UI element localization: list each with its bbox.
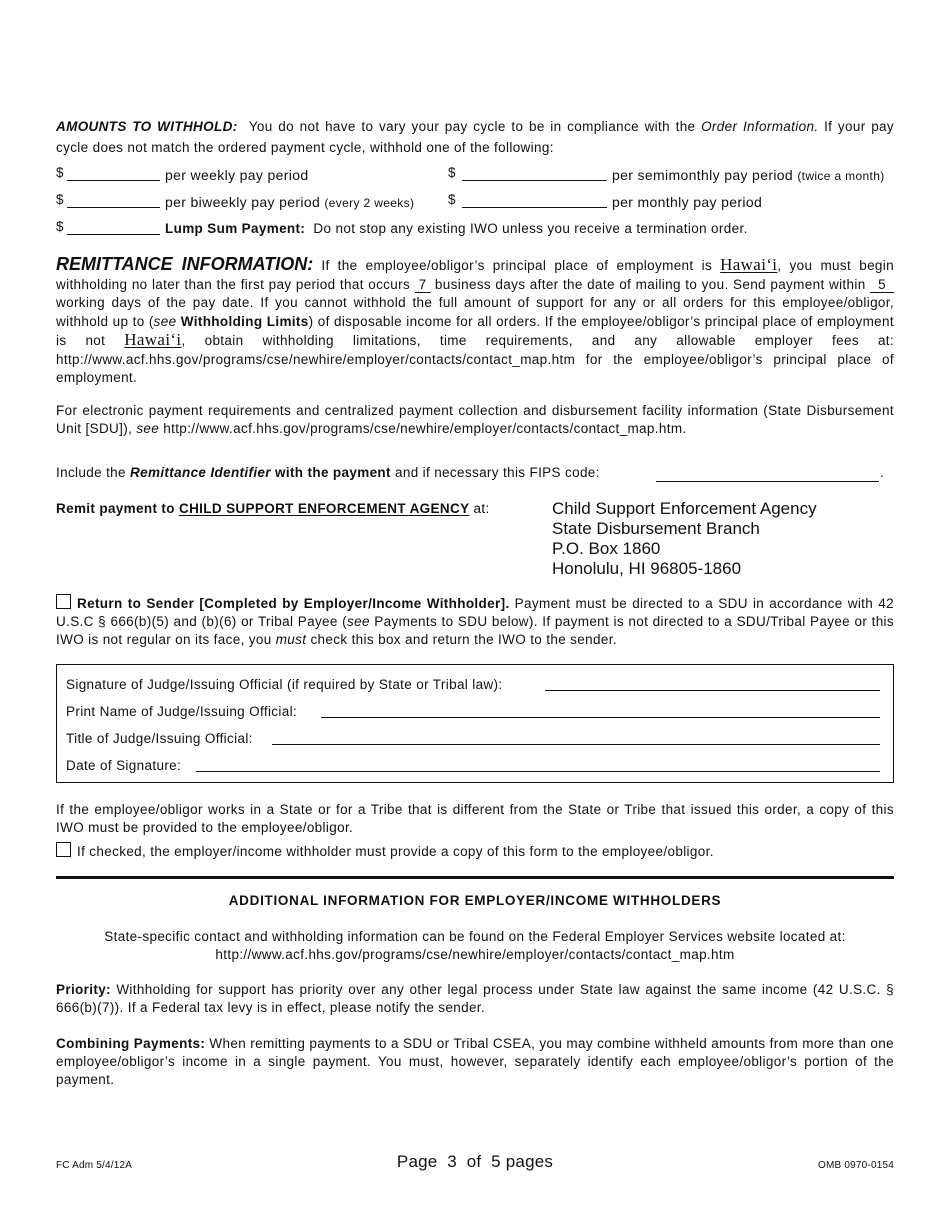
return-to-sender-paragraph: Return to Sender [Completed by Employer/Income Withholder]. Payment must be directed to a SDU in accordance with 42 U.S.C § 666(b)(5) and (b)(6) or Tribal Payee (see Payments to SDU below). If payment is not directed to a SDU/Tribal Payee or this IWO is not regular on its face, you must check this box and return the IWO to the sender. [56,596,894,647]
date-label: Date of Signature: [66,758,182,773]
remit-address: Child Support Enforcement Agency State Disbursement Branch P.O. Box 1860 Honolulu, HI 96805-1860 [552,499,817,578]
omb-number: OMB 0970-0154 [818,1160,894,1171]
agency-name: CHILD SUPPORT ENFORCEMENT AGENCY [178,501,470,516]
weekly-label: per weekly pay period [165,167,309,183]
semimonthly-label: per semimonthly pay period (twice a month) [612,167,885,183]
begin-days-field: 7 [415,278,431,293]
state-specific-info: State-specific contact and withholding information can be found on the Federal Employer Services website located at: http://www.acf.hhs.gov/programs/cse/newhire/employer/contacts/contact_map.htm [104,929,846,962]
copy-checkbox[interactable] [56,842,71,857]
monthly-label: per monthly pay period [612,194,763,210]
remittance-paragraph: REMITTANCE INFORMATION: If the employee/obligor’s principal place of employment is Hawai‘i, you must begin withholding no later than the first pay period that occurs 7 business days after the date of mailing to you. Send payment within 5 working days of the pay date. If you cannot withhold the full amount of support for any or all orders for this employee/obligor, withhold up to (see Withholding Limits) of disposable income for all orders. If the employee/obligor’s principal place of employment is not Hawai‘i, obtain withholding limitations, time requirements, and any allowable employer fees at: http://www.acf.hhs.gov/programs/cse/newhire/employer/contacts/contact_map.htm for the employee/obligor’s principal place of employment. [56,254,895,385]
lump-sum-amount-field[interactable] [67,220,160,235]
amounts-paragraph: AMOUNTS TO WITHHOLD: You do not have to vary your pay cycle to be in compliance with the Order Information. If your pay cycle does not match the ordered payment cycle, withhold one of the following: [56,119,895,155]
monthly-amount-field[interactable] [462,193,607,208]
fips-code-field[interactable] [656,467,879,482]
title-field[interactable] [272,744,880,745]
signature-field[interactable] [545,690,880,691]
form-id: FC Adm 5/4/12A [56,1160,133,1171]
print-name-label: Print Name of Judge/Issuing Official: [66,704,298,719]
return-to-sender-checkbox[interactable] [56,594,71,609]
title-label: Title of Judge/Issuing Official: [66,731,253,746]
weekly-amount-field[interactable] [67,166,160,181]
copy-requirement-text: If the employee/obligor works in a State or for a Tribe that is different from the State or Tribe that issued this order, a copy of this IWO must be provided to the employee/obligor. [56,802,894,835]
semimonthly-amount-field[interactable] [462,166,607,181]
biweekly-label: per biweekly pay period (every 2 weeks) [165,194,415,210]
amounts-heading: AMOUNTS TO WITHHOLD: [56,119,238,134]
lump-sum-label: Lump Sum Payment: Do not stop any existing IWO unless you receive a termination order. [165,221,748,236]
section-divider [56,876,894,879]
print-name-field[interactable] [321,717,880,718]
electronic-payment-paragraph: For electronic payment requirements and centralized payment collection and disbursement facility information (State Disbursement Unit [SDU]), see http://www.acf.hhs.gov/programs/cse/newhire/employer/contacts/contact_map.htm. [56,403,894,436]
signature-label: Signature of Judge/Issuing Official (if required by State or Tribal law): [66,677,503,692]
page-number: Page 3 of 5 pages [396,1152,554,1171]
fips-line: Include the Remittance Identifier with the payment and if necessary this FIPS code: [56,465,600,480]
additional-info-heading: ADDITIONAL INFORMATION FOR EMPLOYER/INCOME WITHHOLDERS [228,893,722,908]
biweekly-amount-field[interactable] [67,193,160,208]
remit-payment-label: Remit payment to CHILD SUPPORT ENFORCEMENT AGENCY at: [56,501,490,516]
send-days-field: 5 [870,278,894,293]
state-name-1: Hawai‘i [720,255,778,274]
priority-paragraph: Priority: Withholding for support has priority over any other legal process under State law against the same income (42 U.S.C. § 666(b)(7)). If a Federal tax levy is in effect, please notify the sender. [56,982,894,1015]
date-field[interactable] [196,771,880,772]
copy-checkbox-row: If checked, the employer/income withholder must provide a copy of this form to the employee/obligor. [56,842,714,859]
remittance-heading: REMITTANCE INFORMATION: [56,254,314,274]
combining-payments-paragraph: Combining Payments: When remitting payments to a SDU or Tribal CSEA, you may combine withheld amounts from more than one employee/obligor’s income in a single payment. You must, however, separately identify each employee/obligor’s portion of the payment. [56,1036,894,1087]
weekly-row: $ [56,165,64,180]
state-name-2: Hawai‘i [124,330,182,349]
